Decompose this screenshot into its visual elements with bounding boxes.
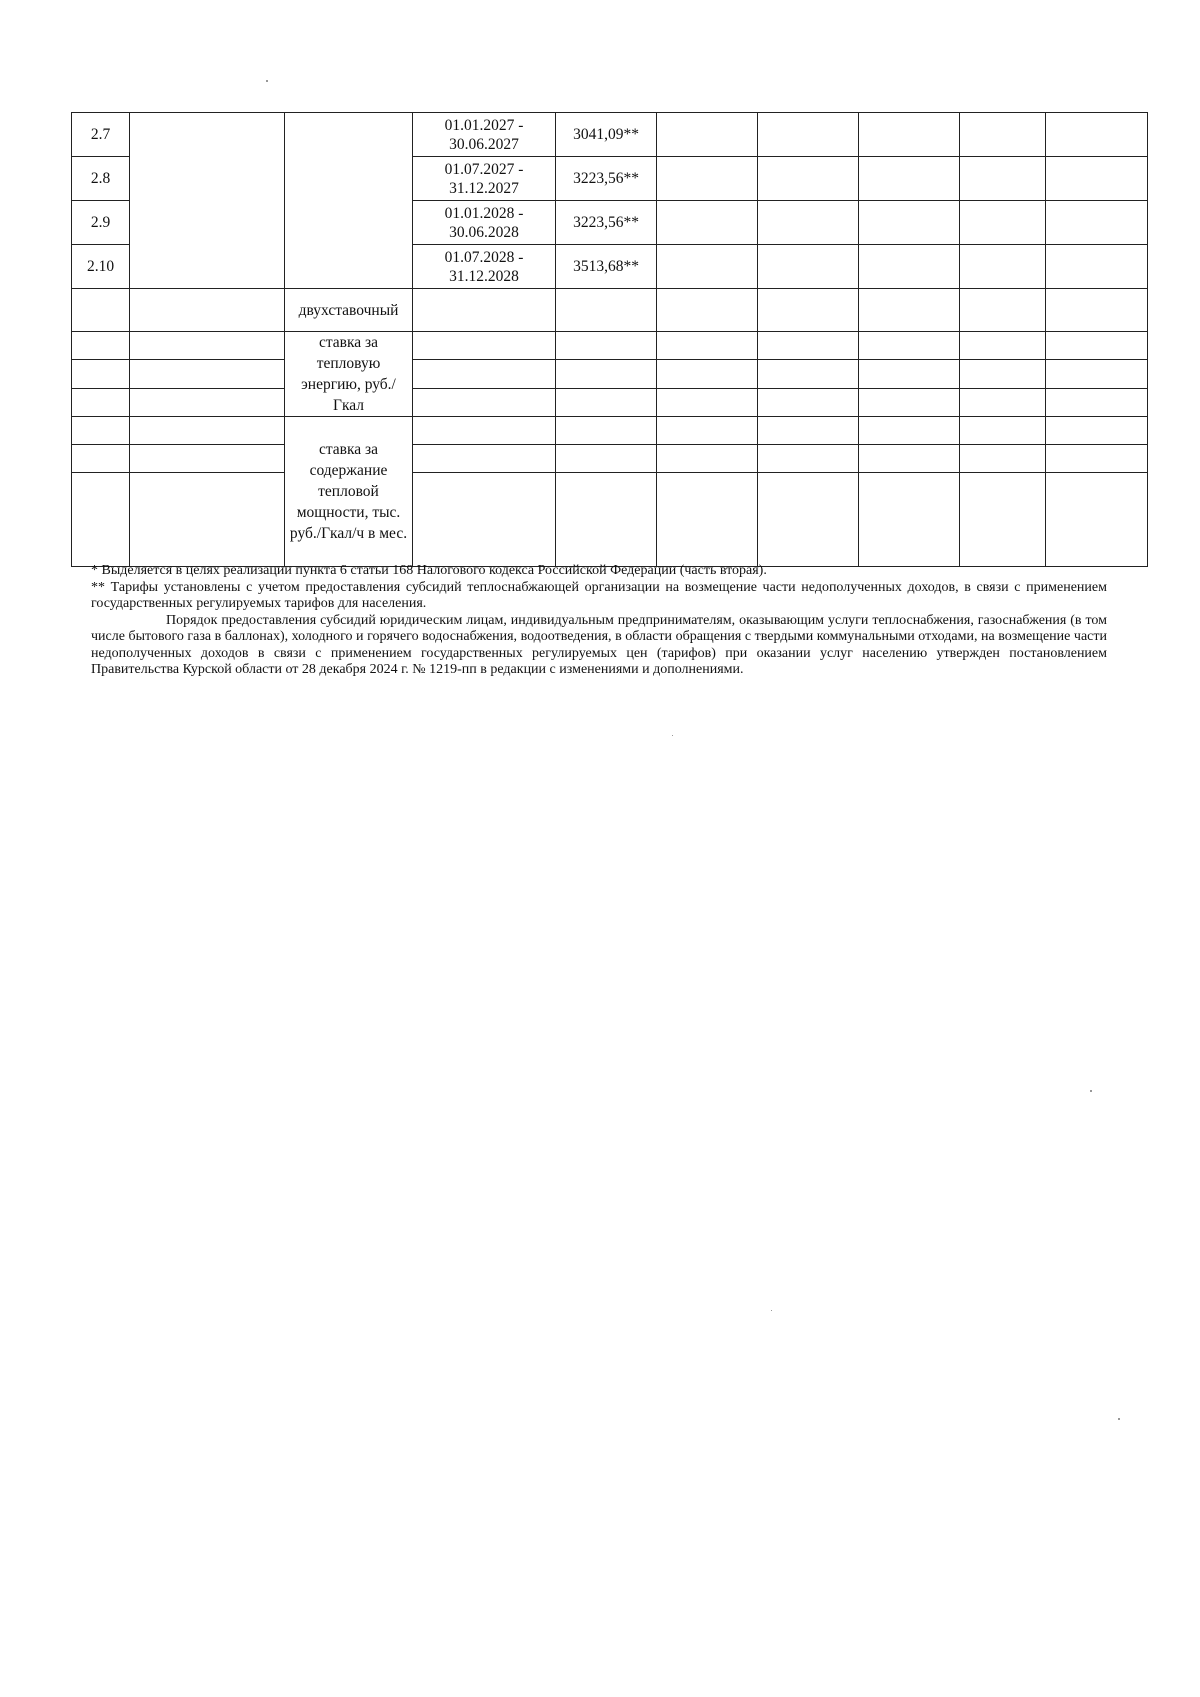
scan-speck (672, 735, 673, 736)
empty-cell (758, 113, 859, 157)
empty-cell (1046, 360, 1148, 388)
empty-cell (657, 445, 758, 473)
empty-cell (960, 201, 1046, 245)
period-end: 31.12.2027 (449, 179, 519, 197)
row-number: 2.9 (72, 201, 130, 245)
empty-cell (758, 388, 859, 416)
empty-cell (130, 360, 285, 388)
empty-cell (960, 289, 1046, 332)
subsidy-procedure-paragraph: Порядок предоставления субсидий юридическим лицам, индивидуальным предпринимателям, оказывающим услуги теплоснабжения, газоснабжения (в том числе бытового газа в баллонах), холодного и горячего водоснабжения, водоотведения, в области обращения с твердыми коммунальными отходами, на возмещение части недополученных доходов в связи с применением государственных регулируемых цен (тарифов) при оказании услуг населению утвержден постановлением Правительства Курской области от 28 декабря 2024 г. № 1219-пп в редакции с изменениями и дополнениями. (91, 612, 1107, 677)
empty-cell (413, 445, 556, 473)
empty-cell (859, 113, 960, 157)
empty-cell (413, 388, 556, 416)
empty-cell (72, 417, 130, 445)
empty-cell (859, 417, 960, 445)
scan-speck (1118, 1418, 1120, 1420)
footnote-subsidy: ** Тарифы установлены с учетом предоставления субсидий теплоснабжающей организации на возмещение части недополученных доходов, в связи с применением государственных регулируемых тарифов для населения. (91, 579, 1107, 611)
empty-cell (859, 445, 960, 473)
empty-cell (657, 473, 758, 567)
empty-cell (758, 360, 859, 388)
empty-cell (72, 445, 130, 473)
row-number: 2.10 (72, 245, 130, 289)
period-start: 01.07.2027 - (444, 160, 524, 178)
empty-cell (1046, 473, 1148, 567)
empty-cell (1046, 245, 1148, 289)
empty-cell (859, 201, 960, 245)
table-row (72, 360, 1148, 388)
empty-cell (413, 360, 556, 388)
table-row (72, 473, 1148, 567)
empty-cell (657, 245, 758, 289)
empty-cell (130, 113, 285, 289)
empty-cell (657, 417, 758, 445)
empty-cell (960, 245, 1046, 289)
empty-cell (285, 113, 413, 289)
period-cell (413, 245, 556, 289)
empty-cell (758, 201, 859, 245)
two-part-tariff-label: двухставочный (285, 289, 413, 332)
table-row (72, 445, 1148, 473)
empty-cell (72, 289, 130, 332)
empty-cell (758, 289, 859, 332)
empty-cell (859, 245, 960, 289)
scan-speck (771, 1310, 772, 1311)
empty-cell (130, 417, 285, 445)
table-row (72, 289, 1148, 332)
empty-cell (960, 113, 1046, 157)
empty-cell (556, 388, 657, 416)
tariff-value: 3513,68** (556, 245, 657, 289)
capacity-rate-label: ставка за содержание тепловой мощности, тыс. руб./Гкал/ч в мес. (285, 417, 413, 567)
empty-cell (413, 332, 556, 360)
tariff-value: 3041,09** (556, 113, 657, 157)
empty-cell (1046, 289, 1148, 332)
empty-cell (657, 113, 758, 157)
period-start: 01.01.2027 - (444, 116, 524, 134)
period-cell (413, 157, 556, 201)
empty-cell (859, 388, 960, 416)
empty-cell (657, 289, 758, 332)
empty-cell (413, 417, 556, 445)
empty-cell (413, 289, 556, 332)
tariff-value: 3223,56** (556, 157, 657, 201)
period-cell (413, 113, 556, 157)
table-row (72, 417, 1148, 445)
empty-cell (1046, 113, 1148, 157)
empty-cell (556, 289, 657, 332)
empty-cell (130, 289, 285, 332)
empty-cell (72, 388, 130, 416)
tariff-table (71, 112, 1148, 567)
tariff-value: 3223,56** (556, 201, 657, 245)
period-start: 01.01.2028 - (444, 204, 524, 222)
period-end: 30.06.2027 (449, 135, 519, 153)
table-row (72, 332, 1148, 360)
empty-cell (413, 473, 556, 567)
empty-cell (1046, 332, 1148, 360)
empty-cell (130, 445, 285, 473)
empty-cell (1046, 417, 1148, 445)
empty-cell (657, 360, 758, 388)
period-end: 30.06.2028 (449, 223, 519, 241)
footnote-vat: * Выделяется в целях реализации пункта 6 статьи 168 Налогового кодекса Российской Федерации (часть вторая). (91, 563, 767, 578)
empty-cell (1046, 201, 1148, 245)
empty-cell (758, 473, 859, 567)
empty-cell (758, 417, 859, 445)
empty-cell (72, 473, 130, 567)
empty-cell (130, 473, 285, 567)
empty-cell (556, 360, 657, 388)
empty-cell (960, 332, 1046, 360)
empty-cell (556, 332, 657, 360)
empty-cell (960, 445, 1046, 473)
empty-cell (72, 360, 130, 388)
empty-cell (859, 289, 960, 332)
empty-cell (758, 157, 859, 201)
empty-cell (556, 473, 657, 567)
empty-cell (1046, 157, 1148, 201)
empty-cell (859, 360, 960, 388)
empty-cell (960, 360, 1046, 388)
period-start: 01.07.2028 - (444, 248, 524, 266)
heat-energy-rate-label: ставка за тепловую энергию, руб./Гкал (285, 332, 413, 417)
row-number: 2.7 (72, 113, 130, 157)
period-end: 31.12.2028 (449, 267, 519, 285)
empty-cell (960, 473, 1046, 567)
empty-cell (758, 332, 859, 360)
empty-cell (657, 388, 758, 416)
empty-cell (859, 157, 960, 201)
empty-cell (130, 388, 285, 416)
row-number: 2.8 (72, 157, 130, 201)
empty-cell (657, 157, 758, 201)
empty-cell (130, 332, 285, 360)
empty-cell (1046, 445, 1148, 473)
empty-cell (960, 157, 1046, 201)
empty-cell (1046, 388, 1148, 416)
empty-cell (859, 332, 960, 360)
empty-cell (657, 201, 758, 245)
empty-cell (758, 445, 859, 473)
empty-cell (556, 445, 657, 473)
table-row (72, 113, 1148, 157)
empty-cell (960, 388, 1046, 416)
period-cell (413, 201, 556, 245)
empty-cell (72, 332, 130, 360)
footnotes (91, 563, 1107, 679)
empty-cell (556, 417, 657, 445)
empty-cell (758, 245, 859, 289)
empty-cell (657, 332, 758, 360)
empty-cell (960, 417, 1046, 445)
scan-speck (266, 80, 268, 82)
table-row (72, 388, 1148, 416)
scan-speck (1090, 1090, 1092, 1092)
empty-cell (859, 473, 960, 567)
